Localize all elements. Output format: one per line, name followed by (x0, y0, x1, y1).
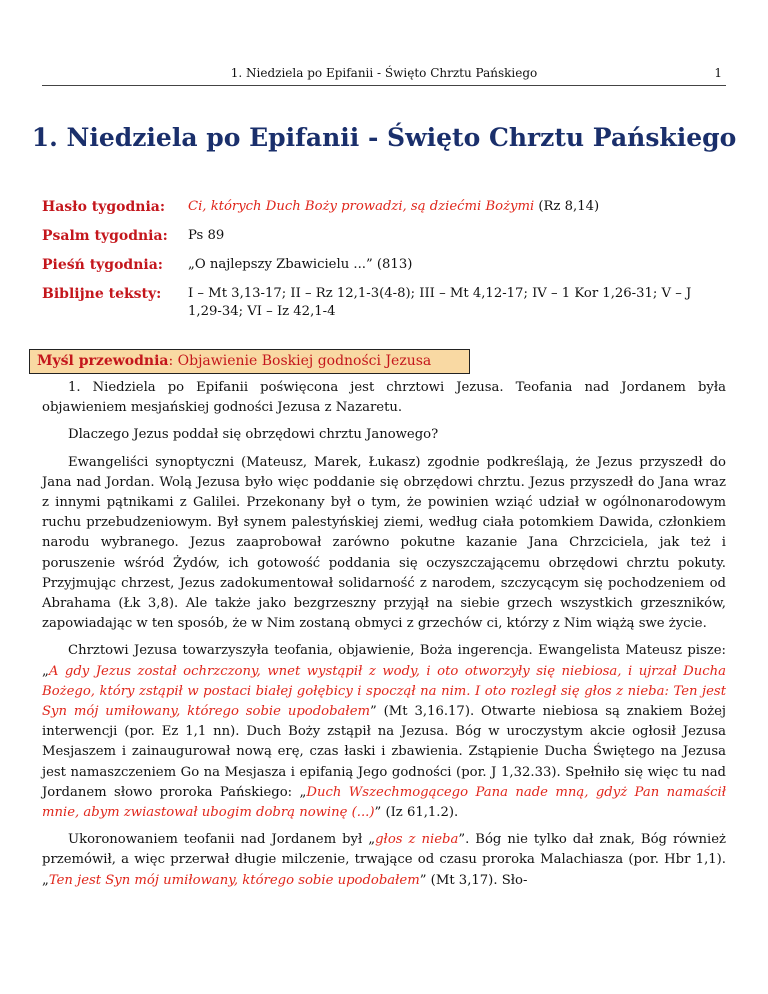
paragraph-text: Chrztowi Jezusa towarzyszyła teofania, objawienie, Boża ingerencja. Ewangelista Mateusz pisze: „ (42, 643, 726, 679)
teksty-value: I – Mt 3,13-17; II – Rz 12,1-3(4-8); III – Mt 4,12-17; IV – 1 Kor 1,26-31; V – J 1,29-34; VI – Iz 42,1-4 (188, 286, 692, 319)
paragraph (42, 830, 726, 891)
scripture-quote: głos z nieba (375, 832, 459, 848)
running-header-title: 1. Niedziela po Epifanii - Święto Chrztu Pańskiego (230, 66, 538, 80)
page-number: 1 (714, 66, 722, 80)
paragraph-text: ”. Bóg nie tylko dał znak, Bóg również przemówił, a więc przerwał długie milczenie, trwające od czasu proroka Malachiasza (por. Hbr 1,1). „ (42, 832, 726, 888)
scripture-quote: Ten jest Syn mój umiłowany, którego sobie upodobałem (48, 872, 420, 888)
document-title: 1. Niedziela po Epifanii - Święto Chrztu Pańskiego (31, 123, 737, 152)
scripture-quote: A gdy Jezus został ochrzczony, wnet wystąpił z wody, i oto otworzyły się niebiosa, i ujrzał Ducha Bożego, który zstąpił w postaci białej gołębicy i spoczął na nim. I oto rozległ się głos z nieba: Ten jest Syn mój umiłowany, którego sobie upodobałem (42, 663, 726, 720)
scripture-quote: Duch Wszechmogącego Pana nade mną, gdyż Pan namaścił mnie, abym zwiastował ubogim dobrą nowinę (...) (42, 784, 726, 821)
meta-row-teksty (42, 285, 726, 321)
haslo-ref: (Rz 8,14) (534, 199, 600, 214)
paragraph-text: ” (Iz 61,1.2). (374, 805, 459, 821)
meta-row-piesn (42, 256, 726, 274)
paragraph-text: ” (Mt 3,16.17). Otwarte niebiosa są znakiem Bożej interwencji (por. Ez 1,1 nn). Duch Boży zstąpił na Jezusa. Bóg w uroczystym akcie ogłosił Jezusa Mesjaszem i zainaugurował nową erę, czas łaski i zbawienia. Zstąpienie Ducha Świętego na Jezusa jest namaszczeniem Go na Mesjasza i epifanią Jego godności (por. J 1,32.33). Spełniło się więc tu nad Jordanem słowo proroka Pańskiego: „ (42, 704, 726, 800)
paragraph (42, 641, 726, 823)
meta-row-psalm (42, 227, 726, 245)
paragraph: Ewangeliści synoptyczni (Mateusz, Marek, Łukasz) zgodnie podkreślają, że Jezus przyszedł do Jana nad Jordan. Wolą Jezusa było więc poddanie się obrzędowi chrztu. Jezus przyszedł do Jana wraz z innymi pątnikami z Galilei. Przekonany był o tym, że powinien wziąć udział w ogólnonarodowym ruchu przebudzeniowym. Był synem palestyńskiej ziemi, według ciała potomkiem Dawida, członkiem narodu wybranego. Jezus zaaprobował zarówno pokutne kazanie Jana Chrzciciela, jak też i poruszenie wśród Żydów, ich gotowość poddania się oczyszczającemu obrzędowi chrztu pokuty. Przyjmując chrzest, Jezus zadokumentował solidarność z narodem, szczycącym się pochodzeniem od Abrahama (Łk 3,8). Ale także jako bezgrzeszny przyjął na siebie grzech wszystkich grzeszników, zapowiadając w ten sposób, że w Nim zostaną obmyci z grzechów ci, którzy z Nim wiążą swe życie. (42, 454, 726, 632)
theme-text: : Objawienie Boskiej godności Jezusa (168, 353, 432, 369)
piesn-label: Pieśń tygodnia: (42, 257, 163, 273)
paragraph-text: ” (Mt 3,17). Sło- (419, 872, 528, 888)
psalm-value: Ps 89 (188, 228, 225, 243)
haslo-quote: Ci, których Duch Boży prowadzi, są dziećmi Bożymi (188, 199, 535, 214)
piesn-value: „O najlepszy Zbawicielu ...” (813) (188, 257, 413, 272)
running-header (42, 63, 726, 86)
body-text (42, 378, 726, 898)
haslo-value (188, 198, 726, 216)
meta-row-haslo (42, 198, 726, 216)
teksty-label: Biblijne teksty: (42, 286, 162, 302)
theme-label: Myśl przewodnia (37, 353, 169, 369)
paragraph: 1. Niedziela po Epifanii poświęcona jest chrztowi Jezusa. Teofania nad Jordanem była objawieniem mesjańskiej godności Jezusa z Nazaretu. (42, 380, 726, 416)
paragraph-text: Ukoronowaniem teofanii nad Jordanem był „ (68, 832, 376, 848)
theme-box (29, 349, 470, 374)
haslo-label: Hasło tygodnia: (42, 199, 166, 215)
metadata-block (42, 198, 726, 332)
psalm-label: Psalm tygodnia: (42, 228, 168, 244)
paragraph: Dlaczego Jezus poddał się obrzędowi chrztu Janowego? (68, 427, 439, 443)
